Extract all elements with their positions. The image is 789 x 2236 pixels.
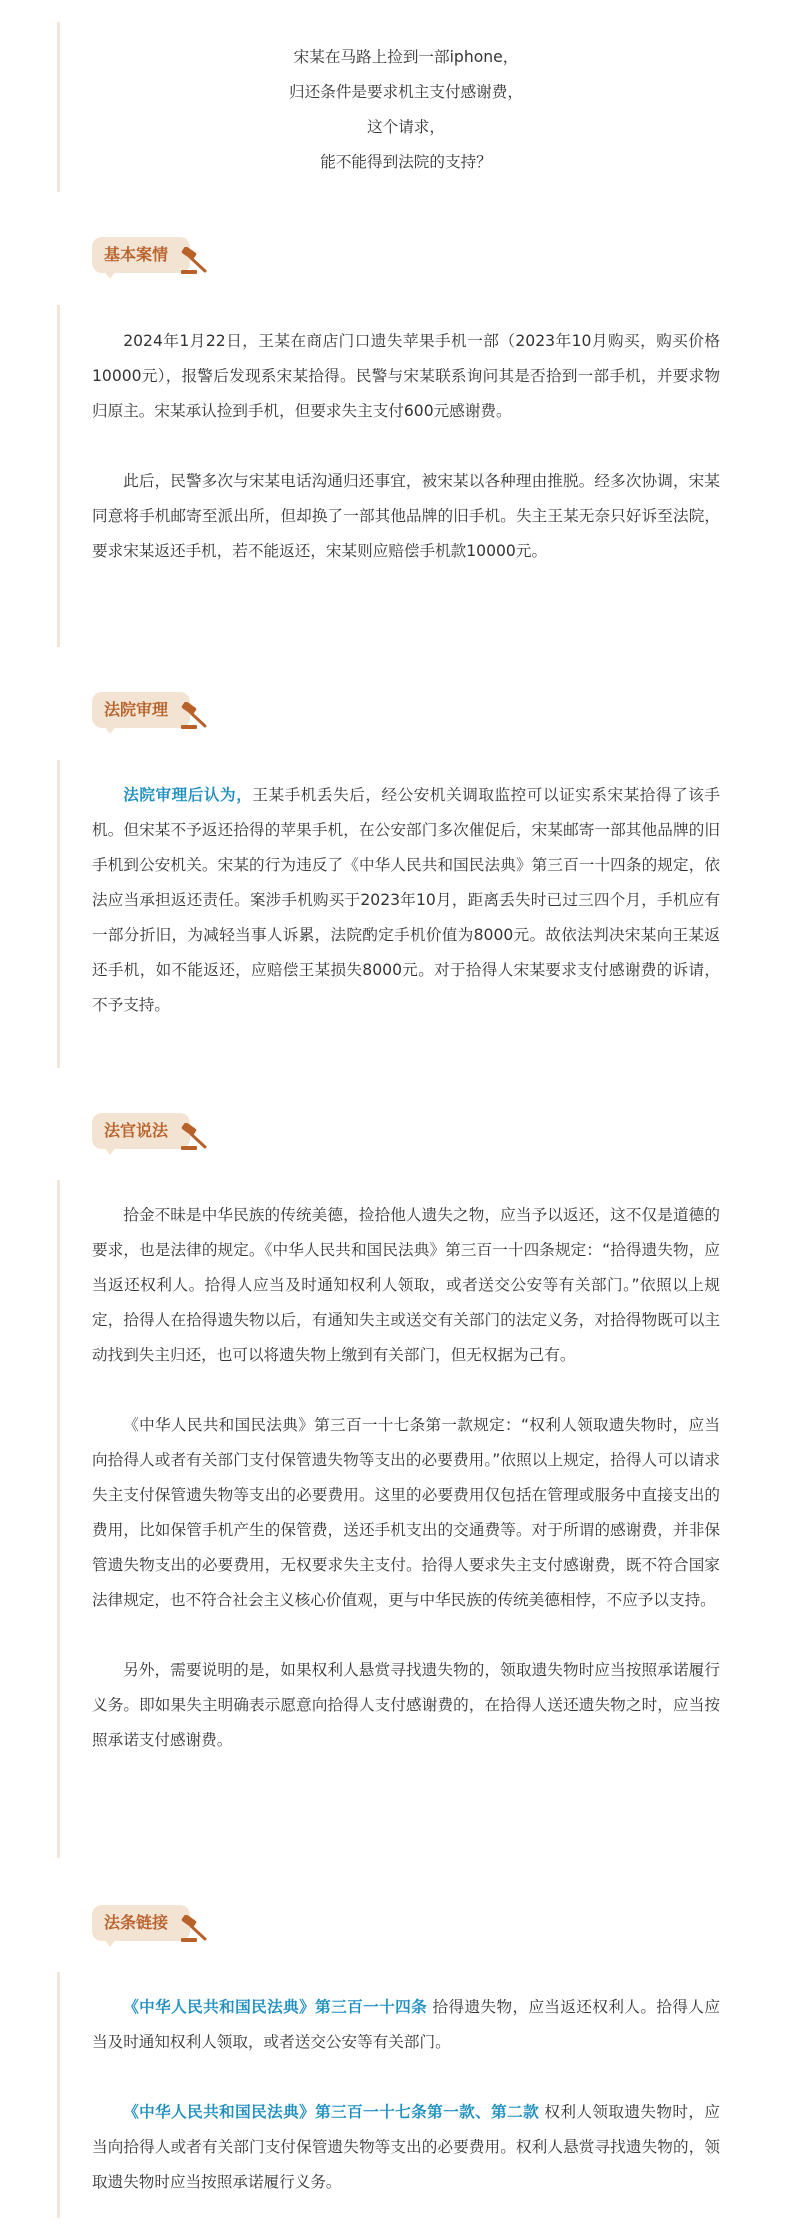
section-title-law: 法条链接 [104, 1913, 169, 1932]
basic-bar [57, 305, 60, 647]
law-reference-1-text: 拾得遗失物，应当返还权利人。拾得人应当及时通知权利人领取，或者送交公安等有关部门。 [92, 1998, 720, 2051]
judge-bar [57, 1180, 60, 1858]
court-content [92, 778, 720, 1023]
intro-line-4: 能不能得到法院的支持？ [320, 153, 492, 171]
law-bar [57, 1972, 60, 2218]
law-content [92, 1990, 720, 2200]
judge-content [92, 1198, 720, 1758]
intro-line-2: 归还条件是要求机主支付感谢费， [289, 83, 523, 101]
section-title-court: 法院审理 [104, 700, 169, 719]
gavel-icon [178, 1123, 214, 1151]
basic-paragraph-2: 此后，民警多次与宋某电话沟通归还事宜，被宋某以各种理由推脱。经多次协调，宋某同意将手机邮寄至派出所，但却换了一部其他品牌的旧手机。失主王某无奈只好诉至法院，要求宋某返还手机，若不能返还，宋某则应赔偿手机款10000元。 [92, 472, 720, 560]
section-badge-court [92, 692, 242, 730]
section-badge-judge [92, 1113, 242, 1151]
court-lead: 法院审理后认为， [123, 786, 253, 804]
intro-block [92, 40, 720, 180]
judge-paragraph-1: 拾金不昧是中华民族的传统美德，捡拾他人遗失之物，应当予以返还，这不仅是道德的要求，也是法律的规定。《中华人民共和国民法典》第三百一十四条规定：“拾得遗失物，应当返还权利人。拾得人应当及时通知权利人领取，或者送交公安等有关部门。”依照以上规定，拾得人在拾得遗失物以后，有通知失主或送交有关部门的法定义务，对拾得物既可以主动找到失主归还，也可以将遗失物上缴到有关部门，但无权据为己有。 [92, 1206, 720, 1364]
law-reference-2-title: 《中华人民共和国民法典》第三百一十七条第一款、第二款 [123, 2103, 540, 2121]
intro-line-1: 宋某在马路上捡到一部iphone， [293, 48, 519, 66]
law-reference-1 [92, 1990, 720, 2060]
law-reference-2 [92, 2095, 720, 2200]
court-bar [57, 760, 60, 1068]
section-title-judge: 法官说法 [104, 1121, 169, 1140]
section-title-basic: 基本案情 [104, 245, 169, 264]
intro-line-3: 这个请求， [367, 118, 445, 136]
law-reference-1-title: 《中华人民共和国民法典》第三百一十四条 [123, 1998, 428, 2016]
section-badge-law [92, 1905, 242, 1943]
basic-content [92, 324, 720, 569]
court-paragraph-1 [92, 778, 720, 1023]
judge-paragraph-3: 另外，需要说明的是，如果权利人悬赏寻找遗失物的，领取遗失物时应当按照承诺履行义务。即如果失主明确表示愿意向拾得人支付感谢费的，在拾得人送还遗失物之时，应当按照承诺支付感谢费。 [92, 1661, 720, 1749]
gavel-icon [178, 702, 214, 730]
basic-paragraph-1: 2024年1月22日，王某在商店门口遗失苹果手机一部（2023年10月购买，购买价格10000元），报警后发现系宋某拾得。民警与宋某联系询问其是否拾到一部手机，并要求物归原主。宋某承认捡到手机，但要求失主支付600元感谢费。 [92, 332, 720, 420]
court-text: 王某手机丢失后，经公安机关调取监控可以证实系宋某拾得了该手机。但宋某不予返还拾得的苹果手机，在公安部门多次催促后，宋某邮寄一部其他品牌的旧手机到公安机关。宋某的行为违反了《中华人民共和国民法典》第三百一十四条的规定，依法应当承担返还责任。案涉手机购买于2023年10月，距离丢失时已过三四个月，手机应有一部分折旧，为减轻当事人诉累，法院酌定手机价值为8000元。故依法判决宋某向王某返还手机，如不能返还，应赔偿王某损失8000元。对于拾得人宋某要求支付感谢费的诉请，不予支持。 [92, 786, 720, 1014]
intro-bar [57, 22, 60, 192]
law-reference-2-text: 权利人领取遗失物时，应当向拾得人或者有关部门支付保管遗失物等支出的必要费用。权利人悬赏寻找遗失物的，领取遗失物时应当按照承诺履行义务。 [92, 2103, 720, 2191]
section-badge-basic [92, 237, 242, 275]
gavel-icon [178, 1915, 214, 1943]
judge-paragraph-2: 《中华人民共和国民法典》第三百一十七条第一款规定：“权利人领取遗失物时，应当向拾得人或者有关部门支付保管遗失物等支出的必要费用。”依照以上规定，拾得人可以请求失主支付保管遗失物等支出的必要费用。这里的必要费用仅包括在管理或服务中直接支出的费用，比如保管手机产生的保管费，送还手机支出的交通费等。对于所谓的感谢费，并非保管遗失物支出的必要费用，无权要求失主支付。拾得人要求失主支付感谢费，既不符合国家法律规定，也不符合社会主义核心价值观，更与中华民族的传统美德相悖，不应予以支持。 [92, 1416, 720, 1609]
gavel-icon [178, 247, 214, 275]
